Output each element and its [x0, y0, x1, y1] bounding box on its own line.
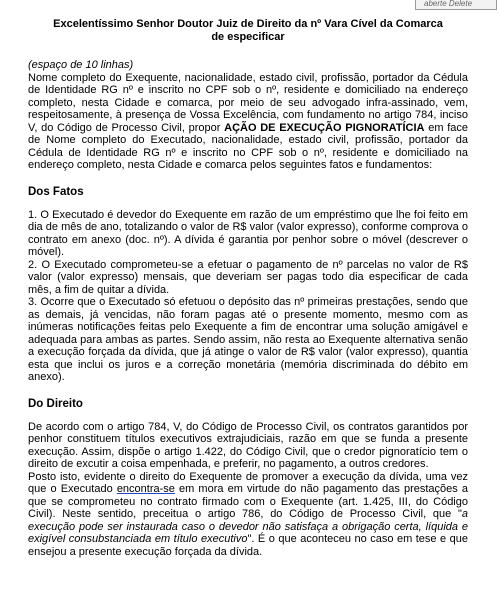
- spellcheck-word: encontra-se: [116, 483, 175, 495]
- section-heading-fatos: Dos Fatos: [28, 185, 84, 198]
- document-title: [28, 18, 468, 44]
- intro-paragraph: [28, 72, 468, 172]
- direito-paragraph-1: De acordo com o artigo 784, V, do Código de Processo Civil, os contratos garantidos por penhor constituem títulos executivos extrajudiciais, razão em que se funda a presente execução. Assim, dispõe o artigo 1.422, do Código Civil, que o credor pignoratício tem o direito de excutir a coisa empenhada, e preferir, no pagamento, a outros credores.: [28, 420, 468, 470]
- fatos-paragraph-3: 3. Ocorre que o Executado só efetuou o depósito das nº primeiras prestações, sendo que as demais, já vencidas, não foram pagas até o presente momento, mesmo com as inúmeras notificações feitas pelo Exequente a fim de encontrar uma solução amigável e adequada para ambas as partes. Sendo assim, não resta ao Exequente alternativa senão a execução forçada da dívida, que já atinge o valor de R$ valor (valor expresso), quantia esta que inclui os juros e a correção monetária (memória discriminada do débito em anexo).: [28, 296, 468, 383]
- direito-text-1: Posto isto, evidente o direito do Exequente de promover a execução da dívida, uma vez que o Executado: [28, 470, 468, 495]
- intro-text-1: Nome completo do Exequente, nacionalidade, estado civil, profissão, portador da Cédula de Identidade RG nº e inscrito no CPF sob o nº, residente e domiciliado na endereço completo, nesta Cidade e comarca, por meio de seu advogado infra-assinado, vem, respeitosamente, à presença de Vossa Excelência, com fundamento no artigo 784, inciso V, do Código de Processo Civil, propor: [28, 71, 468, 134]
- fatos-paragraph-2: 2. O Executado comprometeu-se a efetuar o pagamento de nº parcelas no valor de R$ valor (valor expresso) mensais, que deveriam ser pagas todo dia especificar de cada mês, a fim de quitar a dívida.: [28, 258, 468, 296]
- fatos-paragraph-1: 1. O Executado é devedor do Exequente em razão de um empréstimo que lhe foi feito em dia de mês de ano, totalizando o valor de R$ valor (valor expresso), conforme comprova o contrato em anexo (doc. nº). A dívida é garantia por penhor sobre o móvel (descrever o móvel).: [28, 208, 468, 258]
- space-note: (espaço de 10 linhas): [28, 59, 134, 71]
- legal-quote: a execução pode ser instaurada caso o devedor não satisfaça a obrigação certa, líquida e exigível consubstanciada em título executivo: [28, 508, 468, 545]
- intro-text-2: em face de Nome completo do Executado, nacionalidade, estado civil, profissão, portador da Cédula de Identidade RG nº e inscrito no CPF sob o nº, residente e domiciliado na endereço completo, nesta Cidade e comarca pelos seguintes fatos e fundamentos:: [28, 121, 469, 171]
- direito-text-2: em mora em virtude do não pagamento das prestações a que se comprometeu no contrato firmado com o Exequente (art. 1.425, III, do Código Civil). Neste sentido, preceitua o artigo 786, do Código de Processo Civil, que ": [28, 483, 468, 520]
- section-heading-direito: Do Direito: [28, 397, 83, 410]
- document-page: [28, 18, 468, 558]
- title-line-2: de especificar: [211, 31, 285, 43]
- direito-paragraph-2: [28, 471, 468, 559]
- action-title: AÇÃO DE EXECUÇÃO PIGNORATÍCIA: [224, 121, 425, 134]
- title-line-1: Excelentíssimo Senhor Doutor Juiz de Direito da nº Vara Cível da Comarca: [53, 18, 443, 30]
- direito-text-3: ". É o que aconteceu no caso em tese e que ensejou a presente execução forçada da dívida.: [28, 533, 468, 558]
- corner-snippet: aberte Delete: [415, 0, 497, 10]
